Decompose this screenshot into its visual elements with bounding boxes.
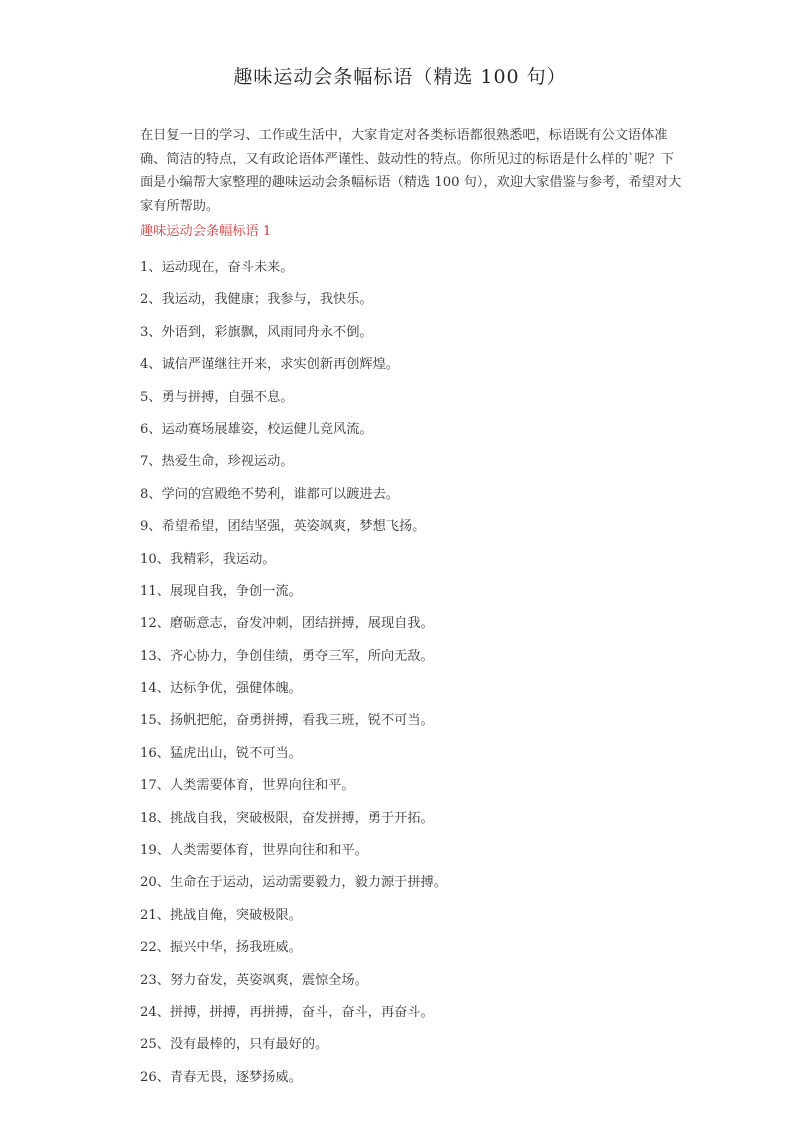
slogan-item: 15、扬帆把舵，奋勇拼搏，看我三班，锐不可当。 [140,713,434,729]
slogan-item: 10、我精彩，我运动。 [140,551,276,567]
slogan-item: 11、展现自我，争创一流。 [140,583,302,599]
slogan-item: 12、磨砺意志，奋发冲刺，团结拼搏，展现自我。 [140,616,434,632]
slogan-item: 19、人类需要体育，世界向往和和平。 [140,843,368,859]
slogan-item: 16、猛虎出山，锐不可当。 [140,745,302,761]
slogan-item: 24、拼搏，拼搏，再拼搏，奋斗，奋斗，再奋斗。 [140,1004,434,1020]
slogan-item: 6、运动赛场展雄姿，校运健儿竞风流。 [140,421,373,437]
slogan-item: 14、达标争优，强健体魄。 [140,681,302,697]
slogan-item: 26、青春无畏，逐梦扬威。 [140,1069,302,1085]
slogan-item: 1、运动现在，奋斗未来。 [140,260,294,275]
slogan-item: 17、人类需要体育，世界向往和平。 [140,778,355,794]
slogan-item: 9、希望希望，团结坚强，英姿飒爽，梦想飞扬。 [140,519,426,535]
slogan-item: 5、勇与拼搏，自强不息。 [140,389,294,405]
slogan-item: 13、齐心协力，争创佳绩，勇夺三军，所向无敌。 [140,648,434,664]
slogan-item: 21、挑战自俺，突破极限。 [140,907,302,923]
slogan-item: 25、没有最棒的，只有最好的。 [140,1037,329,1053]
slogan-item: 7、热爱生命，珍视运动。 [140,454,294,470]
document-title: 趣味运动会条幅标语（精选 100 句） [233,66,567,88]
slogan-list [140,258,447,1100]
section-heading: 趣味运动会条幅标语 1 [140,224,272,239]
slogan-item: 20、生命在于运动，运动需要毅力，毅力源于拼搏。 [140,875,447,891]
slogan-item: 23、努力奋发，英姿飒爽，震惊全场。 [140,972,368,988]
intro-paragraph: 在日复一日的学习、工作或生活中，大家肯定对各类标语都很熟悉吧，标语既有公文语体准确、简洁的特点，又有政论语体严谨性、鼓动性的特点。你所见过的标语是什么样的`呢？下面是小编帮大家整理的趣味运动会条幅标语（精选 100 句），欢迎大家借鉴与参考，希望对大家有所帮助。 [140,128,682,214]
slogan-item: 22、振兴中华，扬我班威。 [140,940,302,956]
slogan-item: 18、挑战自我，突破极限，奋发拼搏，勇于开拓。 [140,810,434,826]
slogan-item: 2、我运动，我健康；我参与，我快乐。 [140,292,373,308]
slogan-item: 3、外语到，彩旗飘，风雨同舟永不倒。 [140,324,373,340]
slogan-item: 4、诚信严谨继往开来，求实创新再创辉煌。 [140,357,399,373]
slogan-item: 8、学问的宫殿绝不势利，谁都可以踱进去。 [140,486,399,502]
